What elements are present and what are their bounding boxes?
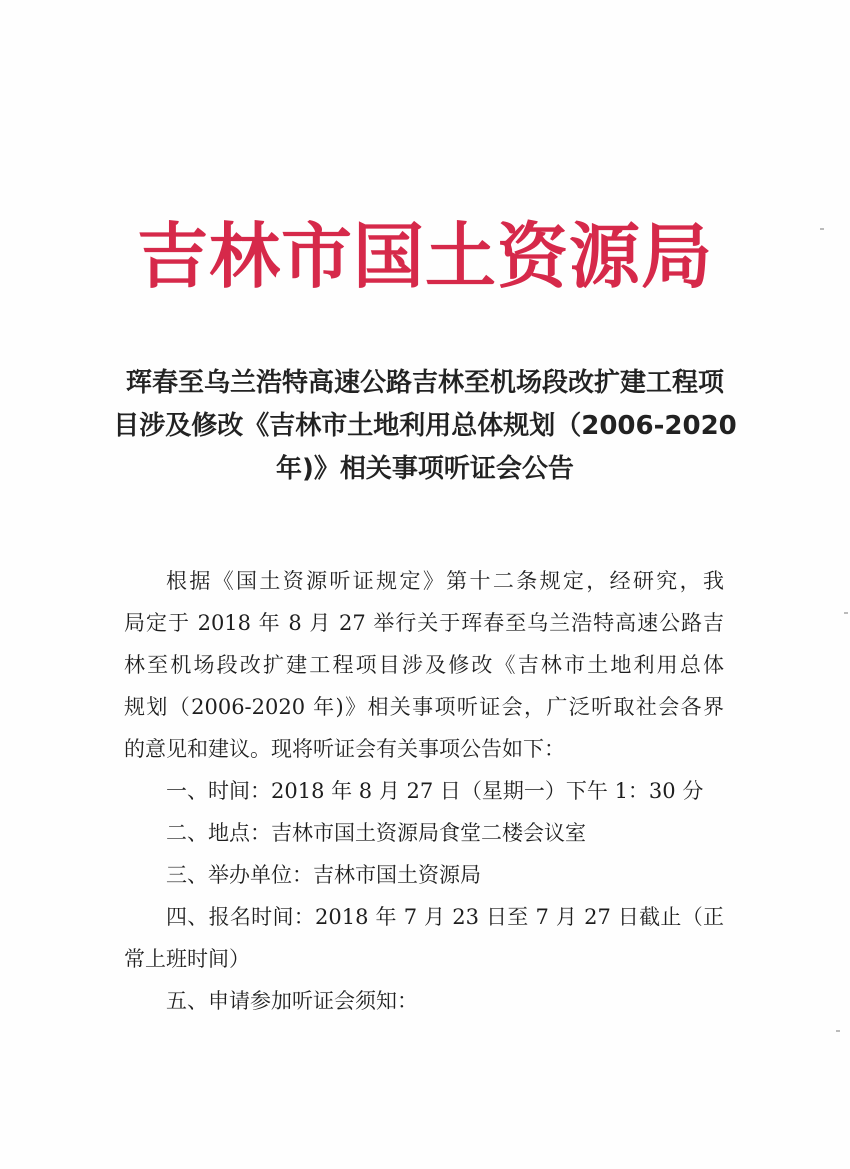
- document-title: [110, 362, 740, 491]
- title-line-1: 珲春至乌兰浩特高速公路吉林至机场段改扩建工程项: [125, 368, 724, 398]
- item-location: 二、地点：吉林市国土资源局食堂二楼会议室: [166, 821, 586, 845]
- intro-line-4: 规划（2006-2020 年)》相关事项听证会，广泛听取社会各界: [124, 695, 724, 719]
- item-organizer: 三、举办单位：吉林市国土资源局: [166, 863, 481, 887]
- intro-line-1: 根据《国土资源听证规定》第十二条规定，经研究，我: [166, 569, 724, 593]
- item-registration-time-cont: 常上班时间）: [124, 947, 250, 971]
- intro-line-5: 的意见和建议。现将听证会有关事项公告如下：: [124, 737, 565, 761]
- intro-line-2: 局定于 2018 年 8 月 27 举行关于珲春至乌兰浩特高速公路吉: [124, 611, 724, 635]
- item-time: 一、时间：2018 年 8 月 27 日（星期一）下午 1：30 分: [166, 779, 704, 803]
- organization-header: 吉林市国土资源局: [136, 215, 713, 298]
- intro-line-3: 林至机场段改扩建工程项目涉及修改《吉林市土地利用总体: [124, 653, 724, 677]
- scan-speck: [836, 1030, 840, 1032]
- document-body: [124, 560, 724, 1022]
- title-line-3: 年)》相关事项听证会公告: [276, 454, 574, 484]
- scan-speck: [844, 612, 848, 614]
- title-line-2: 目涉及修改《吉林市土地利用总体规划（2006-2020: [113, 411, 737, 441]
- item-notice: 五、申请参加听证会须知：: [166, 989, 418, 1013]
- scan-speck: [820, 228, 824, 230]
- item-registration-time: 四、报名时间：2018 年 7 月 23 日至 7 月 27 日截止（正: [166, 905, 724, 929]
